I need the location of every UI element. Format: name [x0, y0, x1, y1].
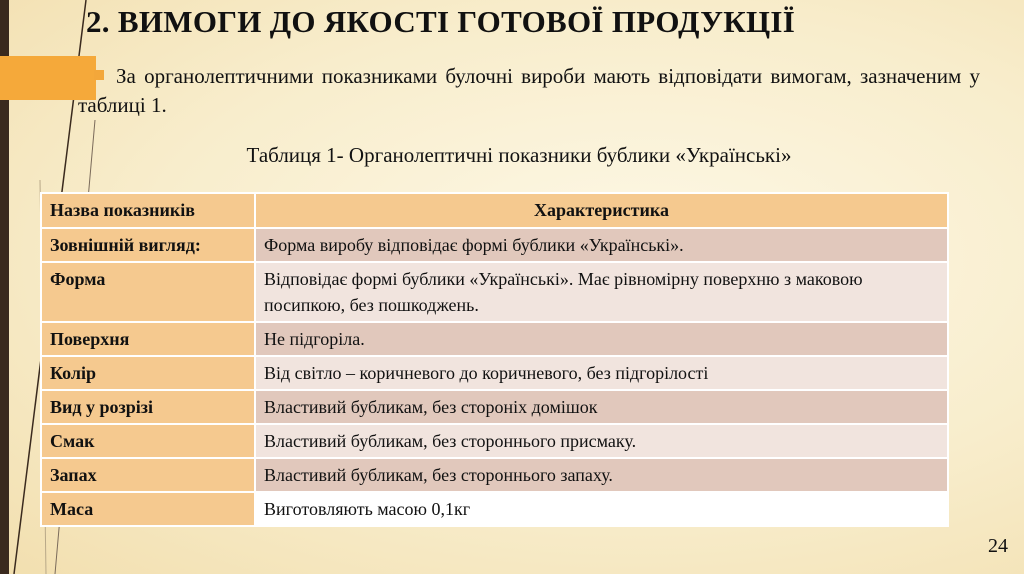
quality-table [40, 192, 949, 527]
intro-paragraph: За органолептичними показниками булочні вироби мають відповідати вимогам, зазначеним у таблиці 1. [78, 64, 980, 117]
table-row [42, 391, 947, 423]
table-row [42, 229, 947, 261]
row-value: Не підгоріла. [256, 323, 947, 355]
row-value: Властивий бубликам, без стороніх домішок [256, 391, 947, 423]
row-name: Форма [42, 263, 254, 321]
row-value: Властивий бубликам, без стороннього запаху. [256, 459, 947, 491]
row-name: Запах [42, 459, 254, 491]
row-name: Смак [42, 425, 254, 457]
table-row [42, 357, 947, 389]
row-value: Властивий бубликам, без стороннього присмаку. [256, 425, 947, 457]
header-name: Назва показників [42, 194, 254, 227]
table-caption: Таблиця 1- Органолептичні показники бублики «Українські» [246, 143, 792, 167]
table-row [42, 459, 947, 491]
row-value: Форма виробу відповідає формі бублики «Українські». [256, 229, 947, 261]
table-header-row [42, 194, 947, 227]
row-value: Виготовляють масою 0,1кг [256, 493, 947, 525]
table-row [42, 493, 947, 525]
row-value: Відповідає формі бублики «Українські». Має рівномірну поверхню з маковою посипкою, без пошкоджень. [256, 263, 947, 321]
table-row [42, 323, 947, 355]
page-number: 24 [988, 535, 1008, 557]
row-value: Від світло – коричневого до коричневого, без підгорілості [256, 357, 947, 389]
table-row [42, 425, 947, 457]
table-row [42, 263, 947, 321]
row-name: Поверхня [42, 323, 254, 355]
row-name: Колір [42, 357, 254, 389]
row-name: Маса [42, 493, 254, 525]
slide-title: 2. ВИМОГИ ДО ЯКОСТІ ГОТОВОЇ ПРОДУКЦІЇ [86, 4, 796, 39]
row-name: Вид у розрізі [42, 391, 254, 423]
row-name: Зовнішній вигляд: [42, 229, 254, 261]
header-characteristic: Характеристика [256, 194, 947, 227]
